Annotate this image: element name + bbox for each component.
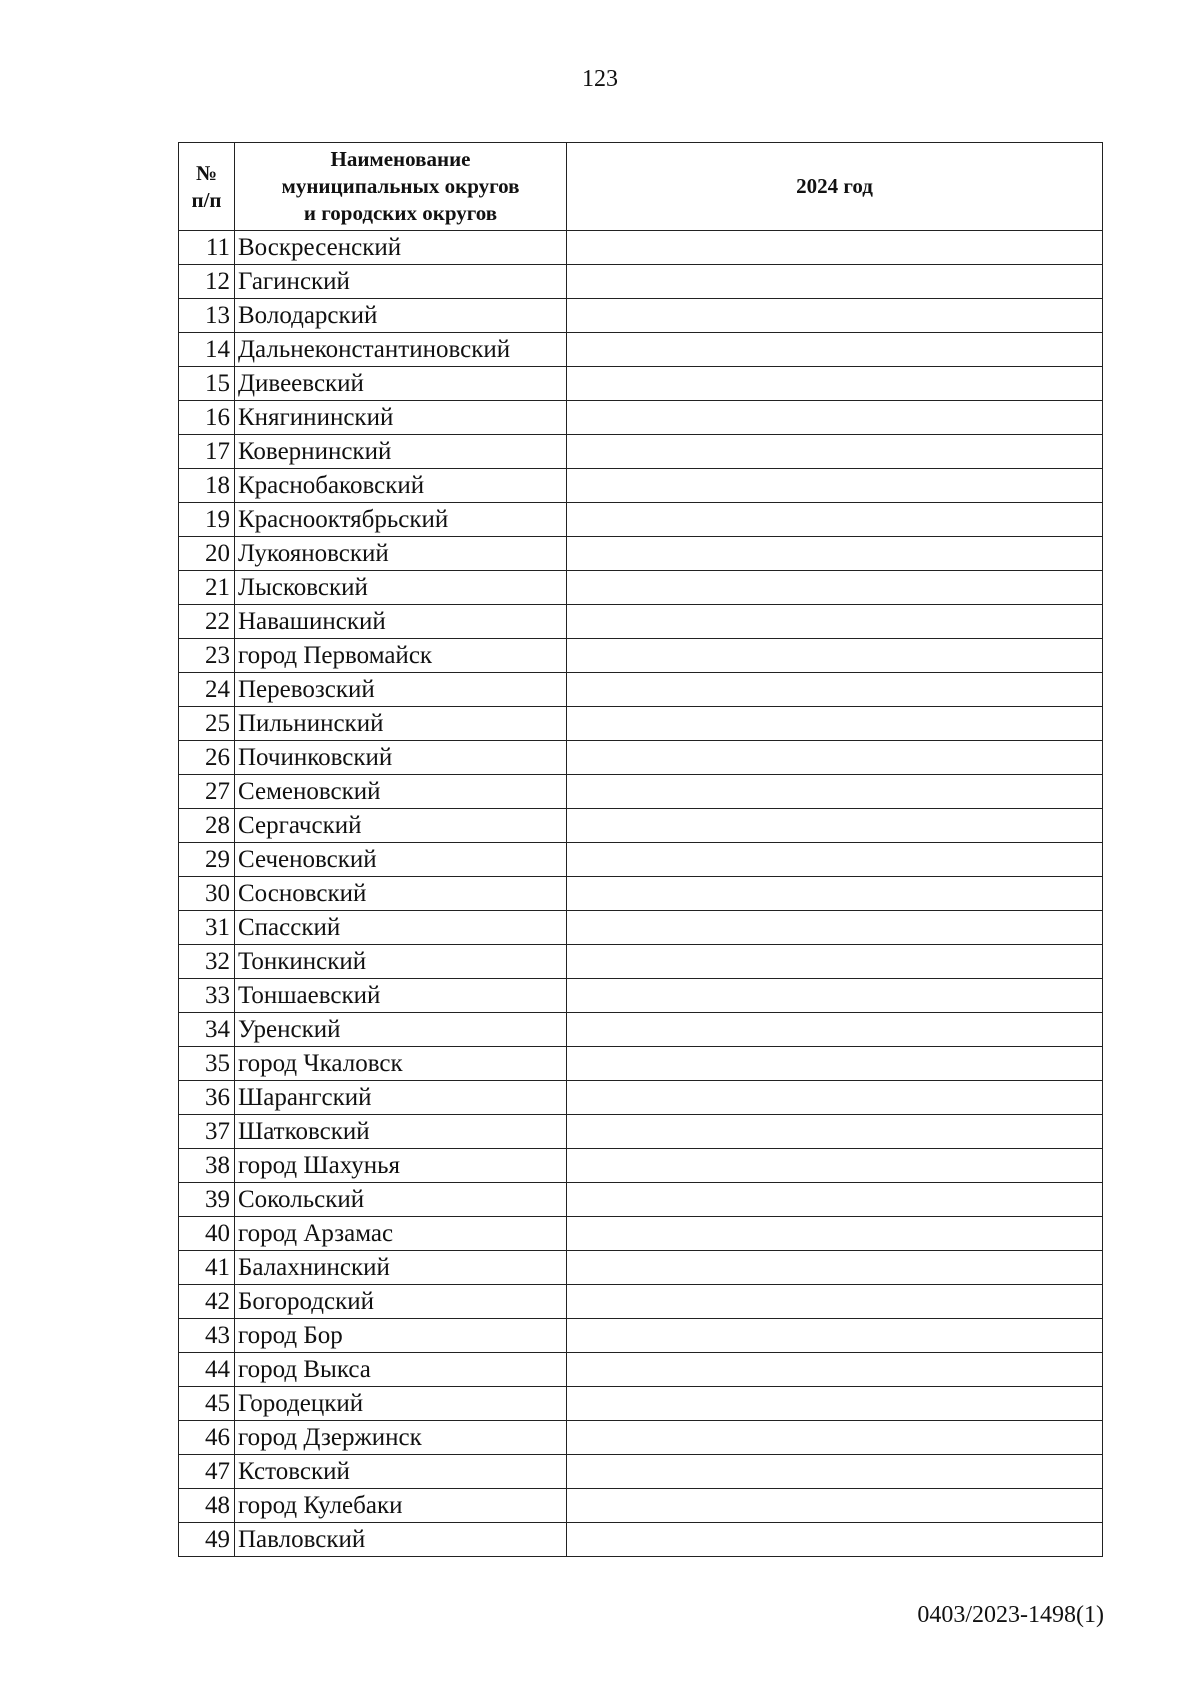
table-row [179,605,1103,639]
table-row [179,401,1103,435]
year-2024-value-cell [567,1047,1103,1081]
table-row [179,333,1103,367]
district-name-cell: Гагинский [235,265,567,299]
district-name-cell: Тоншаевский [235,979,567,1013]
table-row [179,1421,1103,1455]
page-number: 123 [582,66,618,92]
row-number-cell: 23 [179,639,235,673]
district-name-cell: Сергачский [235,809,567,843]
table-row [179,877,1103,911]
table-row [179,1149,1103,1183]
table-row [179,1013,1103,1047]
row-number-cell: 31 [179,911,235,945]
row-number-cell: 47 [179,1455,235,1489]
district-name-cell: Лысковский [235,571,567,605]
table-row [179,1217,1103,1251]
district-name-cell: город Выкса [235,1353,567,1387]
table-row [179,1285,1103,1319]
row-number-cell: 39 [179,1183,235,1217]
district-name-cell: Сосновский [235,877,567,911]
year-2024-value-cell [567,537,1103,571]
district-name-cell: Пильнинский [235,707,567,741]
table-row [179,299,1103,333]
year-2024-value-cell [567,673,1103,707]
table-row [179,503,1103,537]
table-row [179,1115,1103,1149]
row-number-cell: 26 [179,741,235,775]
row-number-cell: 20 [179,537,235,571]
table-row [179,911,1103,945]
row-number-cell: 32 [179,945,235,979]
row-number-cell: 41 [179,1251,235,1285]
row-number-cell: 25 [179,707,235,741]
table-row [179,1183,1103,1217]
table-body [179,231,1103,1557]
table-row [179,435,1103,469]
table-row [179,469,1103,503]
district-name-cell: Починковский [235,741,567,775]
district-name-cell: город Первомайск [235,639,567,673]
row-number-cell: 40 [179,1217,235,1251]
district-name-cell: Лукояновский [235,537,567,571]
district-name-cell: Богородский [235,1285,567,1319]
row-number-cell: 17 [179,435,235,469]
district-name-cell: город Кулебаки [235,1489,567,1523]
row-number-cell: 38 [179,1149,235,1183]
row-number-cell: 45 [179,1387,235,1421]
row-number-cell: 37 [179,1115,235,1149]
row-number-cell: 49 [179,1523,235,1557]
year-2024-value-cell [567,231,1103,265]
table-row [179,571,1103,605]
table-row [179,1489,1103,1523]
district-name-cell: Павловский [235,1523,567,1557]
header-district-name [235,143,567,231]
year-2024-value-cell [567,1183,1103,1217]
year-2024-value-cell [567,333,1103,367]
table-row [179,741,1103,775]
document-code: 0403/2023-1498(1) [917,1602,1104,1628]
table-row [179,1353,1103,1387]
header-row-number-label: № п/п [191,160,222,212]
district-name-cell: город Арзамас [235,1217,567,1251]
year-2024-value-cell [567,1081,1103,1115]
district-name-cell: Уренский [235,1013,567,1047]
header-year-2024-label: 2024 год [796,174,873,198]
table-row [179,265,1103,299]
district-name-cell: Спасский [235,911,567,945]
district-name-cell: Кстовский [235,1455,567,1489]
table-header-row [179,143,1103,231]
year-2024-value-cell [567,401,1103,435]
row-number-cell: 33 [179,979,235,1013]
row-number-cell: 13 [179,299,235,333]
year-2024-value-cell [567,265,1103,299]
district-name-cell: Воскресенский [235,231,567,265]
table-row [179,843,1103,877]
districts-table-container [178,142,1102,1557]
header-row-number [179,143,235,231]
row-number-cell: 11 [179,231,235,265]
district-name-cell: Краснооктябрьский [235,503,567,537]
table-row [179,1319,1103,1353]
year-2024-value-cell [567,605,1103,639]
year-2024-value-cell [567,299,1103,333]
district-name-cell: Тонкинский [235,945,567,979]
district-name-cell: Володарский [235,299,567,333]
district-name-cell: Семеновский [235,775,567,809]
year-2024-value-cell [567,1319,1103,1353]
year-2024-value-cell [567,1421,1103,1455]
header-year-2024 [567,143,1103,231]
district-name-cell: Дальнеконстантиновский [235,333,567,367]
year-2024-value-cell [567,877,1103,911]
year-2024-value-cell [567,1387,1103,1421]
year-2024-value-cell [567,945,1103,979]
year-2024-value-cell [567,639,1103,673]
year-2024-value-cell [567,1115,1103,1149]
year-2024-value-cell [567,1149,1103,1183]
year-2024-value-cell [567,1251,1103,1285]
row-number-cell: 21 [179,571,235,605]
table-row [179,231,1103,265]
year-2024-value-cell [567,1285,1103,1319]
year-2024-value-cell [567,1455,1103,1489]
row-number-cell: 27 [179,775,235,809]
year-2024-value-cell [567,1489,1103,1523]
district-name-cell: Княгининский [235,401,567,435]
row-number-cell: 36 [179,1081,235,1115]
row-number-cell: 42 [179,1285,235,1319]
year-2024-value-cell [567,979,1103,1013]
row-number-cell: 28 [179,809,235,843]
row-number-cell: 48 [179,1489,235,1523]
year-2024-value-cell [567,503,1103,537]
row-number-cell: 44 [179,1353,235,1387]
year-2024-value-cell [567,775,1103,809]
year-2024-value-cell [567,367,1103,401]
row-number-cell: 16 [179,401,235,435]
district-name-cell: город Чкаловск [235,1047,567,1081]
year-2024-value-cell [567,469,1103,503]
districts-table [178,142,1103,1557]
table-row [179,367,1103,401]
district-name-cell: Навашинский [235,605,567,639]
table-row [179,1523,1103,1557]
district-name-cell: Балахнинский [235,1251,567,1285]
district-name-cell: город Бор [235,1319,567,1353]
row-number-cell: 30 [179,877,235,911]
table-row [179,809,1103,843]
district-name-cell: Краснобаковский [235,469,567,503]
district-name-cell: Перевозский [235,673,567,707]
table-row [179,1047,1103,1081]
table-row [179,1387,1103,1421]
table-row [179,1251,1103,1285]
table-row [179,639,1103,673]
table-row [179,775,1103,809]
year-2024-value-cell [567,1013,1103,1047]
row-number-cell: 35 [179,1047,235,1081]
table-row [179,1455,1103,1489]
year-2024-value-cell [567,911,1103,945]
district-name-cell: Шатковский [235,1115,567,1149]
row-number-cell: 14 [179,333,235,367]
row-number-cell: 46 [179,1421,235,1455]
row-number-cell: 19 [179,503,235,537]
row-number-cell: 43 [179,1319,235,1353]
row-number-cell: 12 [179,265,235,299]
year-2024-value-cell [567,1523,1103,1557]
year-2024-value-cell [567,843,1103,877]
row-number-cell: 29 [179,843,235,877]
row-number-cell: 24 [179,673,235,707]
district-name-cell: город Шахунья [235,1149,567,1183]
year-2024-value-cell [567,741,1103,775]
table-row [179,707,1103,741]
district-name-cell: Городецкий [235,1387,567,1421]
table-row [179,979,1103,1013]
district-name-cell: Сокольский [235,1183,567,1217]
table-row [179,673,1103,707]
row-number-cell: 34 [179,1013,235,1047]
year-2024-value-cell [567,1353,1103,1387]
row-number-cell: 22 [179,605,235,639]
year-2024-value-cell [567,435,1103,469]
row-number-cell: 18 [179,469,235,503]
district-name-cell: Сеченовский [235,843,567,877]
table-row [179,1081,1103,1115]
district-name-cell: Шарангский [235,1081,567,1115]
district-name-cell: город Дзержинск [235,1421,567,1455]
table-row [179,945,1103,979]
year-2024-value-cell [567,809,1103,843]
year-2024-value-cell [567,707,1103,741]
district-name-cell: Дивеевский [235,367,567,401]
row-number-cell: 15 [179,367,235,401]
table-row [179,537,1103,571]
header-district-name-label: Наименование муниципальных округов и городских округов [281,147,520,225]
district-name-cell: Ковернинский [235,435,567,469]
year-2024-value-cell [567,571,1103,605]
year-2024-value-cell [567,1217,1103,1251]
